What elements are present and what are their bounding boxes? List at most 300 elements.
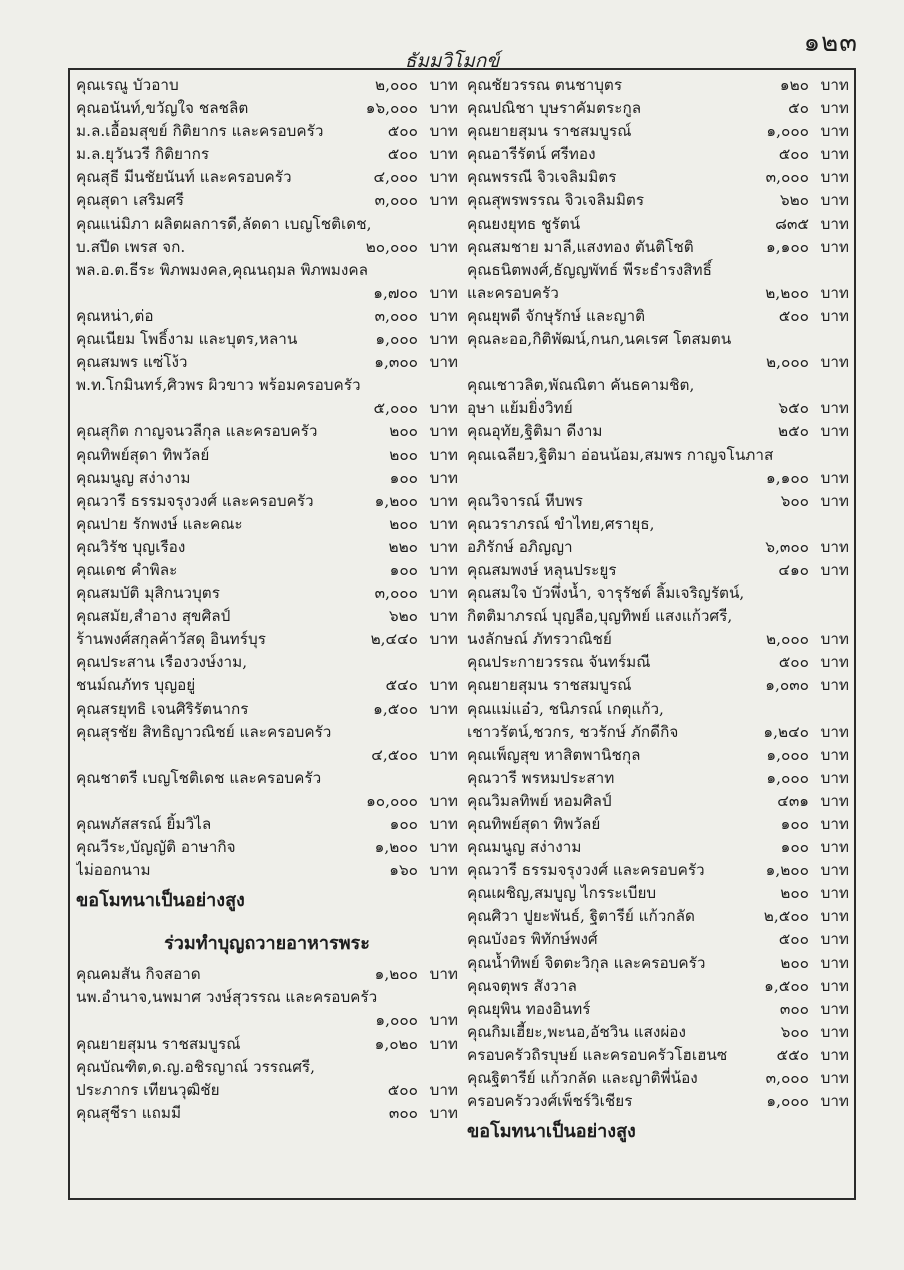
currency-unit: บาท (429, 283, 458, 302)
donation-amount: ๖๒๐ (388, 607, 418, 626)
donor-name: นงลักษณ์ ภัทรวาณิชย์ (467, 630, 612, 649)
donation-amount: ๑๐,๐๐๐ (366, 791, 418, 810)
donor-row (76, 836, 458, 859)
currency-unit: บาท (429, 306, 458, 325)
donor-row (467, 813, 849, 836)
donor-row (467, 905, 849, 928)
currency-unit: บาท (429, 838, 458, 857)
donor-row (76, 1079, 458, 1102)
donor-row (467, 1044, 849, 1067)
donor-row (76, 744, 458, 767)
donor-row (467, 859, 849, 882)
donor-row (76, 1102, 458, 1125)
donor-name: คุณประสาน เรืองวงษ์งาม, (76, 653, 248, 672)
section-heading: ร่วมทำบุญถวายอาหารพระ (164, 933, 370, 955)
currency-unit: บาท (820, 838, 849, 857)
donor-name: ร้านพงศ์สกุลค้าวัสดุ อินทร์บุร (76, 630, 266, 649)
donation-amount: ๕๐๐ (778, 306, 809, 325)
currency-unit: บาท (429, 791, 458, 810)
donor-name: คุณบังอร พิทักษ์พงศ์ (467, 930, 598, 949)
donor-name: คุณยายสุมน ราชสมบูรณ์ (467, 122, 632, 141)
currency-unit: บาท (429, 607, 458, 626)
donor-name: คุณสุรชัย สิทธิญาวณิชย์ และครอบครัว (76, 722, 332, 741)
currency-unit: บาท (429, 468, 458, 487)
donor-row (76, 236, 458, 259)
donor-row (76, 282, 458, 305)
donation-amount: ๓,๐๐๐ (765, 168, 809, 187)
donation-amount: ๒,๐๐๐ (375, 76, 418, 94)
donor-name: คุณเนียม โพธิ์งาม และบุตร,หลาน (76, 330, 298, 349)
donation-amount: ๑,๓๐๐ (374, 353, 418, 372)
currency-unit: บาท (820, 468, 849, 487)
donor-row (467, 351, 849, 374)
donor-name: คุณแม่แอ๋ว, ชนิภรณ์ เกตุแก้ว, (467, 699, 664, 718)
donor-name: คุณแน่มิภา ผลิตผลการดี,ลัดดา เบญโชติเดช, (76, 214, 372, 233)
donor-row (76, 767, 458, 790)
donation-amount: ๕๐๐ (387, 1080, 418, 1099)
donor-name: พ.ท.โกมินทร์,ศิวพร ผิวขาว พร้อมครอบครัว (76, 376, 361, 395)
donation-amount: ๔,๕๐๐ (371, 745, 418, 764)
donor-name: คุณวารี พรหมประสาท (467, 768, 615, 787)
currency-unit: บาท (429, 399, 458, 418)
donation-amount: ๖,๓๐๐ (765, 537, 809, 556)
currency-unit: บาท (820, 422, 849, 441)
donor-row (467, 120, 849, 143)
donation-amount: ๖๒๐ (779, 191, 809, 210)
donor-name: คุณวิรัช บุญเรือง (76, 537, 186, 556)
donor-name: กิตติมาภรณ์ บุญลือ,บุญทิพย์ แสงแก้วศรี, (467, 607, 733, 626)
donor-name: ครอบครัวถิรบุษย์ และครอบครัวโฮเฮนซ (467, 1045, 728, 1064)
donor-row (467, 998, 849, 1021)
currency-unit: บาท (429, 815, 458, 833)
donor-row (76, 986, 458, 1009)
currency-unit: บาท (429, 861, 458, 880)
donor-name: คุณสุพรพรรณ จิวเจลิมมิตร (467, 191, 645, 210)
currency-unit: บาท (820, 283, 849, 302)
donor-name: คุณปาย รักพงษ์ และคณะ (76, 514, 243, 533)
donation-amount: ๕๐๐ (778, 930, 809, 949)
donor-list-right (467, 74, 849, 1150)
donor-row (76, 213, 458, 236)
donor-row (76, 721, 458, 744)
donor-name: คุณเผชิญ,สมบูญ ไกรระเบียบ (467, 884, 657, 903)
currency-unit: บาท (820, 815, 849, 833)
donor-name: คุณมนูญ สง่างาม (467, 838, 582, 857)
donor-row (76, 328, 458, 351)
donation-amount: ๒๐๐ (389, 445, 418, 464)
donor-name: คุณพรรณี จิวเจลิมมิตร (467, 168, 617, 187)
donor-row (467, 143, 849, 166)
donation-amount: ๑,๐๐๐ (766, 1092, 809, 1111)
donor-name: คุณสมพงษ์ หลุนประยูร (467, 560, 617, 579)
donor-row (76, 674, 458, 697)
donation-amount: ๒,๔๔๐ (370, 630, 418, 649)
donation-amount: ๑,๒๐๐ (374, 838, 418, 857)
donor-row (76, 651, 458, 674)
currency-unit: บาท (820, 537, 849, 556)
donor-row (76, 74, 458, 97)
donor-row (467, 97, 849, 120)
donation-amount: ๔,๐๐๐ (373, 168, 418, 187)
donor-name: คุณวิมลทิพย์ หอมศิลป์ (467, 791, 612, 810)
donation-amount: ๒๐๐ (389, 514, 418, 533)
currency-unit: บาท (429, 745, 458, 764)
donor-row (467, 259, 849, 282)
currency-unit: บาท (429, 122, 458, 141)
currency-unit: บาท (820, 630, 849, 649)
currency-unit: บาท (820, 76, 849, 94)
donor-row (467, 282, 849, 305)
currency-unit: บาท (429, 237, 458, 256)
donor-name: คุณอุทัย,ฐิติมา ดีงาม (467, 422, 603, 441)
currency-unit: บาท (820, 560, 849, 579)
donation-amount: ๒๐๐ (780, 953, 809, 972)
donor-row (76, 536, 458, 559)
donor-row (76, 97, 458, 120)
currency-unit: บาท (429, 1080, 458, 1099)
donation-amount: ๑,๐๐๐ (375, 1011, 418, 1030)
section-heading: ขอโมทนาเป็นอย่างสูง (467, 1121, 636, 1143)
donor-row (467, 882, 849, 905)
donation-amount: ๑,๒๔๐ (763, 722, 809, 741)
donor-name: นพ.อำนาจ,นพมาศ วงษ์สุวรรณ และครอบครัว (76, 988, 378, 1007)
donor-row (467, 374, 849, 397)
donor-name: คุณอารีรัตน์ ศรีทอง (467, 145, 596, 164)
donor-row (467, 928, 849, 951)
donor-name: คุณน้ำทิพย์ จิตตะวิกุล และครอบครัว (467, 953, 706, 972)
donor-row (467, 444, 849, 467)
donor-row (76, 605, 458, 628)
donor-name: เชาวรัตน์,ชวกร, ชวรักษ์ ภักดีกิจ (467, 722, 679, 741)
donation-amount: ๘๓๕ (775, 214, 809, 233)
currency-unit: บาท (429, 99, 458, 118)
donation-amount: ๕๐๐ (387, 145, 418, 164)
currency-unit: บาท (820, 191, 849, 210)
currency-unit: บาท (429, 191, 458, 210)
donor-name: คุณอนันท์,ขวัญใจ ชลชลิต (76, 99, 249, 118)
donor-row (467, 836, 849, 859)
donor-row (467, 975, 849, 998)
donation-amount: ๒๐๐ (780, 884, 809, 903)
donor-row (76, 1009, 458, 1032)
donation-amount: ๑,๕๐๐ (764, 976, 809, 995)
donation-amount: ๕๕๐ (776, 1045, 809, 1064)
donor-row (76, 490, 458, 513)
currency-unit: บาท (429, 353, 458, 372)
donation-amount: ๑๒๐ (779, 76, 809, 94)
currency-unit: บาท (429, 76, 458, 94)
donation-amount: ๑,๐๐๐ (766, 768, 809, 787)
donation-amount: ๑,๗๐๐ (373, 283, 418, 302)
currency-unit: บาท (820, 953, 849, 972)
donor-row (467, 513, 849, 536)
currency-unit: บาท (820, 745, 849, 764)
donor-name: คุณยุพิน ทองอินทร์ (467, 999, 591, 1018)
currency-unit: บาท (820, 653, 849, 672)
donor-name: คุณเรณู บัวอาบ (76, 76, 179, 94)
donor-name: ไม่ออกนาม (76, 861, 151, 880)
donor-row (76, 189, 458, 212)
donation-amount: ๓๐๐ (779, 999, 809, 1018)
currency-unit: บาท (820, 168, 849, 187)
donor-name: คุณบัณฑิต,ด.ญ.อชิรญาณ์ วรรณศรี, (76, 1057, 315, 1076)
donor-row (76, 374, 458, 397)
currency-unit: บาท (820, 676, 849, 695)
donor-row (467, 582, 849, 605)
donor-row (76, 859, 458, 882)
donor-name: อุษา แย้มยิ่งวิทย์ (467, 399, 573, 418)
donor-name: คุณปณิชา บุษราคัมตระกูล (467, 99, 642, 118)
donor-name: คุณสมชาย มาลี,แสงทอง ตันติโชติ (467, 237, 694, 256)
donor-row (467, 674, 849, 697)
donor-name: คุณเชาวลิต,พัณณิตา คันธคามชิต, (467, 376, 695, 395)
donor-row (467, 236, 849, 259)
currency-unit: บาท (820, 999, 849, 1018)
donor-row (76, 397, 458, 420)
currency-unit: บาท (820, 1022, 849, 1041)
donor-name: คุณเพ็ญสุข หาสิตพานิชกุล (467, 745, 641, 764)
donation-amount: ๒,๕๐๐ (763, 907, 809, 926)
donor-name: ม.ล.เอื้อมสุขย์ กิติยากร และครอบครัว (76, 122, 324, 141)
donation-amount: ๕๐๐ (778, 653, 809, 672)
donor-name: คุณทิพย์สุดา ทิพวัลย์ (467, 815, 601, 833)
donor-row (76, 420, 458, 443)
donor-name: อภิรักษ์ อภิญญา (467, 537, 573, 556)
donor-row (76, 1033, 458, 1056)
currency-unit: บาท (820, 976, 849, 995)
currency-unit: บาท (429, 514, 458, 533)
donor-row (467, 166, 849, 189)
donor-name: คุณฐิตารีย์ แก้วกลัด และญาติพี่น้อง (467, 1069, 698, 1088)
donor-name: คุณละออ,กิติพัฒน์,กนก,นคเรศ โตสมตน (467, 330, 732, 349)
currency-unit: บาท (429, 445, 458, 464)
donor-list-left (76, 74, 458, 1125)
donor-row (467, 490, 849, 513)
donor-row (76, 513, 458, 536)
donor-name: คุณเฉลียว,ฐิติมา อ่อนน้อม,สมพร กาญจโนภาส (467, 445, 774, 464)
donor-name: คุณจตุพร สังวาล (467, 976, 577, 995)
donation-amount: ๑,๒๐๐ (374, 965, 418, 984)
donor-row (76, 143, 458, 166)
donation-amount: ๑,๐๐๐ (766, 745, 809, 764)
donor-name: คุณวีระ,บัญญัติ อาษากิจ (76, 838, 236, 857)
donation-amount: ๒,๒๐๐ (765, 283, 809, 302)
donor-row (467, 721, 849, 744)
donation-amount: ๑,๒๐๐ (374, 491, 418, 510)
currency-unit: บาท (820, 1092, 849, 1111)
donor-name: คุณหน่า,ต่อ (76, 306, 154, 325)
donor-row (467, 790, 849, 813)
donor-row (76, 628, 458, 651)
currency-unit: บาท (429, 1011, 458, 1030)
donor-name: คุณวิจารณ์ หีบพร (467, 491, 583, 510)
donation-amount: ๑๐๐ (389, 815, 418, 833)
donation-amount: ๑๐๐ (780, 838, 809, 857)
donor-row (467, 952, 849, 975)
donation-amount: ๖๐๐ (780, 1022, 809, 1041)
donor-name: คุณกิมเฮี้ยะ,พะนอ,อัชวิน แสงผ่อง (467, 1022, 686, 1041)
donor-row (467, 651, 849, 674)
donor-name: คุณสรยุทธิ เจนศิริรัตนากร (76, 699, 249, 718)
donation-amount: ๒,๐๐๐ (766, 353, 809, 372)
currency-unit: บาท (429, 1034, 458, 1053)
donation-amount: ๓,๐๐๐ (374, 306, 418, 325)
currency-unit: บาท (820, 791, 849, 810)
currency-unit: บาท (820, 306, 849, 325)
donation-amount: ๑,๐๒๐ (374, 1034, 418, 1053)
currency-unit: บาท (820, 768, 849, 787)
donor-name: คุณคมสัน กิจสอาด (76, 965, 201, 984)
donor-name: คุณสมบัติ มุสิกนวบุตร (76, 584, 220, 603)
donor-name: คุณชัยวรรณ ตนชาบุตร (467, 76, 623, 94)
donor-name: ชนม์ณภัทร บุญอยู่ (76, 676, 196, 695)
currency-unit: บาท (429, 537, 458, 556)
donor-row (467, 628, 849, 651)
donor-row (76, 698, 458, 721)
currency-unit: บาท (429, 145, 458, 164)
donor-name: และครอบครัว (467, 283, 559, 302)
donor-name: คุณวราภรณ์ ขำไทย,ศรายุธ, (467, 514, 655, 533)
currency-unit: บาท (820, 353, 849, 372)
donor-name: บ.สปีด เพรส จก. (76, 237, 186, 256)
donor-name: คุณประกายวรรณ จันทร์มณี (467, 653, 651, 672)
donor-name: คุณทิพย์สุดา ทิพวัลย์ (76, 445, 210, 464)
currency-unit: บาท (820, 99, 849, 118)
donation-amount: ๓,๐๐๐ (765, 1069, 809, 1088)
donor-row (467, 305, 849, 328)
donation-amount: ๔๑๐ (778, 560, 809, 579)
donation-amount: ๒๐,๐๐๐ (365, 237, 418, 256)
donor-name: คุณวารี ธรรมจรุงวงศ์ และครอบครัว (76, 491, 314, 510)
page-number: ๑๒๓ (803, 28, 858, 58)
donor-row (76, 963, 458, 986)
donor-row (76, 444, 458, 467)
currency-unit: บาท (820, 491, 849, 510)
donation-amount: ๑,๐๐๐ (375, 330, 418, 349)
donor-name: คุณธนิตพงศ์,ธัญญพัทธ์ พีระธำรงสิทธิ์ (467, 260, 712, 279)
donor-row (76, 259, 458, 282)
donor-row (467, 1021, 849, 1044)
donation-amount: ๑,๕๐๐ (373, 699, 418, 718)
donor-row (467, 397, 849, 420)
donor-name: คุณพภัสสรณ์ ยิ้มวิไล (76, 815, 212, 833)
currency-unit: บาท (429, 330, 458, 349)
donor-name: คุณวารี ธรรมจรุงวงศ์ และครอบครัว (467, 861, 705, 880)
donation-amount: ๖๕๐ (778, 399, 809, 418)
donation-amount: ๕๐๐ (778, 145, 809, 164)
currency-unit: บาท (820, 930, 849, 949)
donation-amount: ๑,๐๓๐ (765, 676, 809, 695)
donor-row (467, 1067, 849, 1090)
donor-name: ประภากร เทียนวุฒิชัย (76, 1080, 220, 1099)
currency-unit: บาท (429, 1103, 458, 1122)
currency-unit: บาท (820, 399, 849, 418)
donation-amount: ๓๐๐ (388, 1103, 418, 1122)
donation-amount: ๓,๐๐๐ (374, 584, 418, 603)
donor-row (76, 790, 458, 813)
donation-amount: ๑,๒๐๐ (765, 861, 809, 880)
donor-row (76, 467, 458, 490)
donor-row (76, 1056, 458, 1079)
donation-amount: ๑๐๐ (389, 560, 418, 579)
running-head: ธัมมวิโมกข์ (404, 50, 500, 72)
donation-amount: ๕,๐๐๐ (373, 399, 418, 418)
currency-unit: บาท (429, 560, 458, 579)
donor-row (467, 767, 849, 790)
section-heading: ขอโมทนาเป็นอย่างสูง (76, 890, 245, 912)
donation-amount: ๑๐๐ (389, 468, 418, 487)
donor-name: ม.ล.ยุวันวรี กิติยากร (76, 145, 210, 164)
donation-amount: ๑๐๐ (780, 815, 809, 833)
donor-name: คุณยงยุทธ ชูรัตน์ (467, 214, 581, 233)
currency-unit: บาท (820, 1045, 849, 1064)
currency-unit: บาท (820, 861, 849, 880)
donor-name: คุณศิวา ปูยะพันธ์, ฐิตารีย์ แก้วกลัด (467, 907, 695, 926)
donor-row (467, 420, 849, 443)
donation-amount: ๑,๐๐๐ (766, 122, 809, 141)
donor-row (467, 536, 849, 559)
donation-amount: ๕๔๐ (385, 676, 418, 695)
donation-amount: ๒๒๐ (388, 537, 418, 556)
donor-row (76, 120, 458, 143)
currency-unit: บาท (429, 630, 458, 649)
donor-name: คุณสุธี มีนชัยนันท์ และครอบครัว (76, 168, 292, 187)
donation-amount: ๔๓๑ (777, 791, 809, 810)
donor-name: คุณยุพดี จักษุรักษ์ และญาติ (467, 306, 646, 325)
donor-name: คุณเดช คำพิละ (76, 560, 178, 579)
currency-unit: บาท (429, 676, 458, 695)
currency-unit: บาท (820, 145, 849, 164)
donor-row (76, 351, 458, 374)
donor-name: คุณยายสุมน ราชสมบูรณ์ (467, 676, 632, 695)
donor-name: คุณสมพร แซ่โง้ว (76, 353, 188, 372)
donor-name: คุณสุดา เสริมศรี (76, 191, 184, 210)
currency-unit: บาท (820, 722, 849, 741)
donor-name: คุณสุกิต กาญจนวลีกุล และครอบครัว (76, 422, 318, 441)
donor-row (76, 305, 458, 328)
donor-row (467, 189, 849, 212)
donor-name: คุณสมัย,สำอาง สุขศิลป์ (76, 607, 231, 626)
donor-name: คุณมนูญ สง่างาม (76, 468, 191, 487)
currency-unit: บาท (820, 237, 849, 256)
donor-row (76, 582, 458, 605)
donor-name: คุณยายสุมน ราชสมบูรณ์ (76, 1034, 241, 1053)
currency-unit: บาท (429, 491, 458, 510)
donation-amount: ๒๐๐ (389, 422, 418, 441)
donor-name: คุณสมใจ บัวพึ่งน้ำ, จารุรัชต์ ลิ้มเจริญรัตน์, (467, 584, 745, 603)
donation-amount: ๓,๐๐๐ (374, 191, 418, 210)
donor-row (467, 605, 849, 628)
donor-name: คุณชาตรี เบญโชติเดช และครอบครัว (76, 768, 322, 787)
donor-row (76, 166, 458, 189)
donation-amount: ๕๐ (788, 99, 809, 118)
donation-amount: ๑๖๐ (389, 861, 418, 880)
currency-unit: บาท (820, 1069, 849, 1088)
donor-row (467, 74, 849, 97)
donation-amount: ๖๐๐ (780, 491, 809, 510)
currency-unit: บาท (820, 122, 849, 141)
donation-amount: ๑๖,๐๐๐ (365, 99, 418, 118)
donor-row (467, 559, 849, 582)
currency-unit: บาท (429, 422, 458, 441)
donor-row (467, 1090, 849, 1113)
currency-unit: บาท (429, 965, 458, 984)
donation-amount: ๑,๑๐๐ (766, 468, 809, 487)
donation-amount: ๕๐๐ (387, 122, 418, 141)
donor-name: พล.อ.ต.ธีระ พิภพมงคล,คุณนฤมล พิภพมงคล (76, 260, 368, 279)
donor-row (467, 328, 849, 351)
donation-amount: ๑,๑๐๐ (766, 237, 809, 256)
